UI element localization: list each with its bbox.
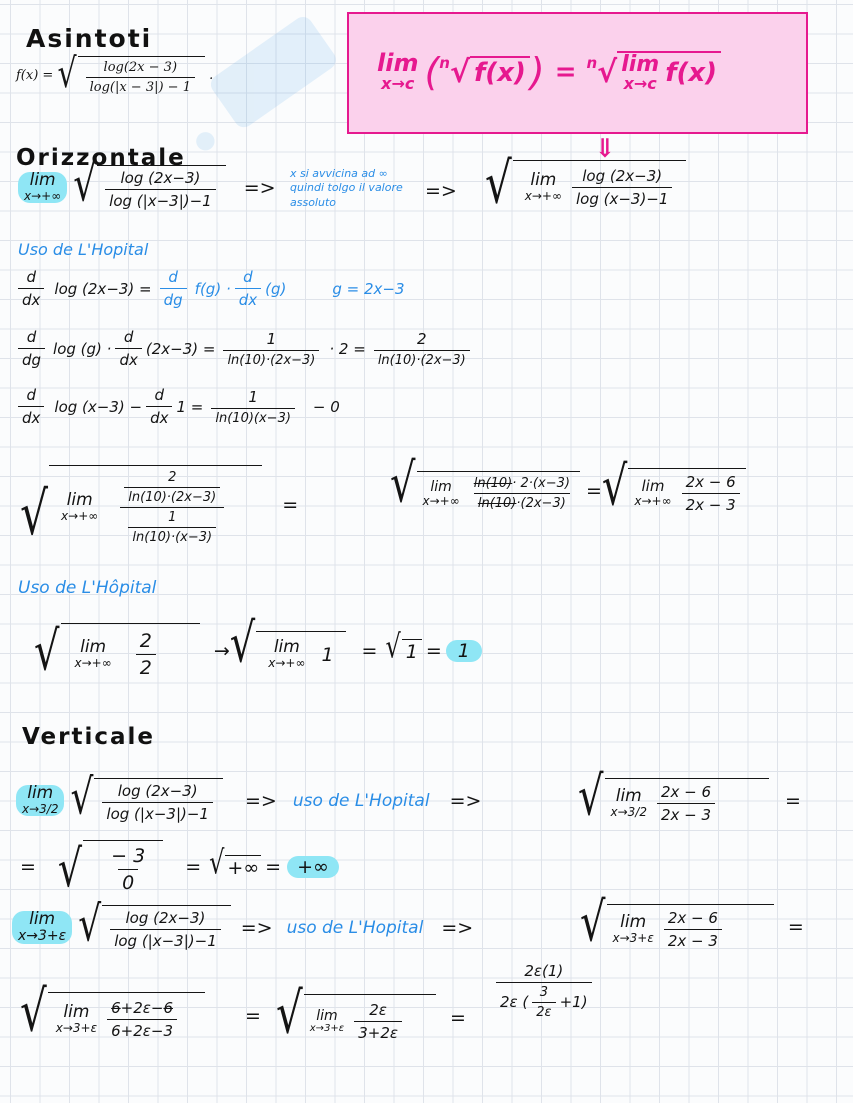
equals: = <box>787 916 804 938</box>
rule-paren-close: ) <box>529 50 545 94</box>
v-row4-second <box>276 979 466 1047</box>
frac-den: log (|x−3|)−1 <box>102 802 213 823</box>
lim <box>56 1004 97 1034</box>
rule-equals: = <box>554 57 577 87</box>
simplified-fraction <box>470 476 574 511</box>
frac-den <box>496 982 592 1020</box>
root-sign: √ <box>34 620 60 684</box>
root-sign: √ <box>390 452 416 516</box>
lim-sub: x→3+ε <box>18 928 67 945</box>
fraction <box>354 1001 402 1042</box>
frac-den: 2x − 3 <box>664 929 722 950</box>
deriv2-expr1: log (g) · <box>53 339 112 358</box>
root-radicand <box>97 165 226 210</box>
lim-word: lim <box>641 477 665 496</box>
equals: = <box>785 790 801 812</box>
root-radicand <box>256 631 345 671</box>
h-row2-lim <box>61 492 98 522</box>
term: · 2·(x−3) <box>512 476 570 491</box>
deriv1-g: (g) <box>265 279 287 298</box>
root-sign: √ <box>57 838 83 899</box>
lim <box>423 480 460 507</box>
rule-root-sign: √ <box>449 54 470 90</box>
frac-den: 2x − 3 <box>657 803 715 824</box>
frac-num: log (2x−3) <box>125 909 206 927</box>
rule-root-index: n <box>439 54 450 72</box>
frac-num <box>107 999 177 1019</box>
rule-root-index-2: n <box>586 54 598 72</box>
frac-num: 1 <box>168 510 177 525</box>
frac-num: 2ε <box>369 1001 387 1019</box>
h-row1-result-fraction <box>572 167 672 208</box>
root-sign: √ <box>385 627 401 666</box>
frac-den: dx <box>235 288 261 309</box>
rule-arg-2: f(x) <box>665 57 718 88</box>
lim-sub: x→3+ε <box>309 1022 345 1034</box>
cancelled-term: ln(10) <box>477 496 517 511</box>
lim-word: lim <box>316 1007 338 1024</box>
h-row2-final-root <box>601 455 746 519</box>
hopital-note: uso de L'Hopital <box>286 917 424 938</box>
final-fraction <box>682 473 740 514</box>
hopital-label-2: Uso de L'Hôpital <box>18 578 157 598</box>
lim <box>75 639 112 669</box>
fraction-numerator: log (2x−3) <box>582 167 663 185</box>
root-radicand: +∞ <box>227 856 260 879</box>
h-row1-fraction <box>105 169 216 210</box>
frac-den: ln(10)(x−3) <box>211 408 295 426</box>
rule-lim-sub-2: x→c <box>623 74 657 94</box>
frac-den: 2 <box>136 654 156 679</box>
section-horizontal: Orizzontale <box>16 145 186 171</box>
sqrt-inf <box>209 843 261 882</box>
v-row-4 <box>20 977 261 1045</box>
rule-box <box>347 12 808 134</box>
lim-sub: x→+∞ <box>24 189 62 204</box>
frac-num: log (2x−3) <box>117 782 198 800</box>
lim <box>611 788 647 818</box>
function-lhs: f(x) = <box>16 68 54 83</box>
v-row1-root <box>70 770 223 826</box>
equals: = <box>585 480 602 502</box>
function-denominator: log(|x − 3|) − 1 <box>86 77 195 95</box>
lim-sub: x→3/2 <box>22 802 59 817</box>
frac-num: 3 <box>539 985 549 1000</box>
v-row3-lim <box>12 911 72 944</box>
fraction <box>107 999 177 1040</box>
frac-den: dx <box>115 348 141 369</box>
derivative-line-1 <box>14 268 405 309</box>
frac-num: d <box>26 386 36 404</box>
lim <box>634 479 671 507</box>
lim <box>613 914 654 944</box>
h-row2-simplified <box>390 452 746 519</box>
h-row1-note: x si avvicina ad ∞ quindi tolgo il valore assoluto <box>290 167 403 209</box>
lim-word: lim <box>430 478 452 495</box>
frac-den: dg <box>18 348 45 369</box>
page-title: Asintoti <box>26 24 153 53</box>
complex-num <box>116 470 228 507</box>
d-dx-fraction-2 <box>235 268 261 309</box>
deriv3-one: 1 = <box>176 397 204 416</box>
lim <box>310 1009 344 1034</box>
fraction <box>664 909 722 950</box>
function-fraction <box>86 60 195 95</box>
down-arrow-icon: ⇓ <box>594 134 616 164</box>
frac-num: d <box>123 328 134 346</box>
root-sign: √ <box>70 770 94 826</box>
sqrt-one <box>385 627 421 666</box>
frac-num: 2x − 6 <box>685 473 736 491</box>
root-sign: √ <box>73 157 97 213</box>
fraction-denominator: log (|x−3|)−1 <box>105 189 216 210</box>
root-radicand <box>78 56 205 95</box>
lim-word: lim <box>29 909 56 930</box>
one: 1 <box>321 643 334 666</box>
h-row-3 <box>34 612 482 684</box>
fraction-numerator: log (2x−3) <box>120 169 201 187</box>
frac-num: 1 <box>248 387 258 406</box>
rule-lim-left <box>377 51 418 93</box>
v-row1-result-root <box>578 765 769 829</box>
v-row1-lim <box>16 785 64 815</box>
root-radicand <box>49 465 262 545</box>
frac-den: log (|x−3|)−1 <box>110 929 221 950</box>
frac-num <box>470 476 574 493</box>
rule-radicand-2 <box>617 51 721 93</box>
v-row-2 <box>20 838 339 899</box>
frac-num: 1 <box>266 329 277 348</box>
lim-word: lim <box>530 170 557 191</box>
derivative-line-3 <box>14 386 340 427</box>
frac-den <box>474 493 570 511</box>
v-row1-result <box>578 765 801 829</box>
root-radicand: 1 <box>402 639 422 663</box>
frac-num: d <box>26 328 37 346</box>
function-definition <box>16 50 214 98</box>
root-sign: √ <box>78 897 102 953</box>
rule-paren-open: ( <box>424 50 440 94</box>
d-dg-fraction <box>160 268 187 309</box>
term: +2ε− <box>120 999 164 1017</box>
lim-sub: x→+∞ <box>634 494 672 509</box>
section-vertical: Verticale <box>22 724 155 750</box>
deriv2-frac2 <box>374 330 470 368</box>
h-row-2 <box>20 465 299 550</box>
frac-num: 2 <box>168 470 177 485</box>
root-sign: √ <box>580 891 606 955</box>
v-row-3 <box>12 897 474 953</box>
root-radicand <box>94 778 223 823</box>
fraction <box>110 909 221 950</box>
frac-num: d <box>154 386 165 404</box>
implies-arrow-2: => <box>449 789 482 812</box>
lim-word: lim <box>27 783 54 804</box>
deriv3-tail: − 0 <box>312 397 340 416</box>
deriv2-frac1 <box>223 330 319 368</box>
frac-num: 2ε(1) <box>524 962 564 980</box>
fraction <box>102 782 213 823</box>
implies-arrow-2: => <box>425 180 457 202</box>
root-radicand <box>628 468 745 514</box>
function-numerator: log(2x − 3) <box>103 60 178 75</box>
root-radicand <box>102 905 231 950</box>
frac-den: dg <box>160 288 187 309</box>
frac-den: 6+2ε−3 <box>107 1019 177 1040</box>
term: ·(2x−3) <box>516 496 566 511</box>
d-dg-fraction <box>18 328 45 369</box>
frac-num: 2x − 6 <box>667 909 718 927</box>
watermark-shape <box>207 13 340 131</box>
deriv1-expr: log (2x−3) = <box>54 279 152 298</box>
rule-root-sign-2: √ <box>597 54 618 90</box>
deriv1-fg: f(g) · <box>194 279 231 298</box>
lim-word: lim <box>29 170 56 191</box>
frac-den: ln(10)·(2x−3) <box>374 350 470 368</box>
h-row1-lim <box>18 172 67 202</box>
lim-word: lim <box>615 786 642 807</box>
d-dx-fraction <box>18 268 44 309</box>
fraction <box>657 783 715 824</box>
frac-den: 0 <box>118 869 138 894</box>
equals: = <box>361 640 378 662</box>
watermark-mark: • <box>175 109 238 178</box>
lim-sub: x→+∞ <box>422 493 460 508</box>
frac-den: 3+2ε <box>354 1021 402 1042</box>
implies-arrow: => <box>240 916 273 939</box>
lim-sub: x→+∞ <box>61 509 99 524</box>
v-row4-root-2 <box>276 979 436 1047</box>
deriv2-expr2: (2x−3) = <box>145 339 216 358</box>
root-sign: √ <box>276 979 303 1047</box>
hopital-note: uso de L'Hopital <box>292 790 430 811</box>
lim-sub: x→3+ε <box>612 931 654 946</box>
root-sign: √ <box>57 50 77 98</box>
v-row3-result-root <box>580 891 774 955</box>
equals: = <box>245 1005 261 1027</box>
d-dx-fraction <box>18 386 44 427</box>
d-dx-fraction <box>115 328 141 369</box>
lim-word: lim <box>80 637 107 658</box>
function-end: . <box>209 68 214 83</box>
result-highlight: +∞ <box>287 856 339 878</box>
frac-num: 2x − 6 <box>660 783 712 801</box>
fraction <box>107 845 149 894</box>
rule-formula <box>377 50 721 94</box>
h-row2-root <box>20 465 262 550</box>
lim-sub: x→3/2 <box>610 805 647 820</box>
rule-lim-right <box>621 53 659 93</box>
root-radicand <box>61 623 200 679</box>
frac-num: − 3 <box>111 845 146 867</box>
lim-sub: x→+∞ <box>268 656 306 671</box>
frac-den: dx <box>18 406 44 427</box>
v-row3-result <box>580 891 804 955</box>
root-sign: √ <box>20 480 49 550</box>
result-highlight: 1 <box>446 640 482 662</box>
root-sign: √ <box>20 977 47 1045</box>
root-radicand <box>417 471 580 511</box>
root-radicand <box>607 904 774 950</box>
h-row3-root <box>34 620 200 684</box>
frac-den: dx <box>18 288 44 309</box>
lim-word: lim <box>66 490 93 511</box>
equals: = <box>20 856 36 878</box>
frac-den: dx <box>146 406 172 427</box>
den-part: 2ε ( <box>500 993 529 1011</box>
cancelled-term: 6 <box>163 999 173 1017</box>
rule-lim-word-2: lim <box>621 52 660 78</box>
lower-fraction <box>128 510 216 545</box>
v-row3-root <box>78 897 231 953</box>
h-row3-root-2 <box>229 612 346 676</box>
den-part: +1) <box>559 993 588 1011</box>
lim-word: lim <box>63 1002 90 1023</box>
implies-arrow: => <box>244 789 277 812</box>
complex-den <box>120 507 224 545</box>
cancelled-term: ln(10) <box>473 476 513 491</box>
fraction-denominator: log (x−3)−1 <box>572 187 672 208</box>
implies-arrow-2: => <box>441 916 474 939</box>
deriv2-times: · 2 = <box>329 339 366 358</box>
equals: = <box>185 856 202 878</box>
root-sign: √ <box>209 843 225 882</box>
frac-den: 2ε <box>532 1002 555 1020</box>
frac-den: ln(10)·(x−3) <box>128 527 216 545</box>
v-row-1 <box>16 770 482 826</box>
equals: = <box>265 856 282 878</box>
frac-den: ln(10)·(2x−3) <box>223 350 319 368</box>
deriv1-gdef: g = 2x−3 <box>332 279 405 298</box>
lim-sub: x→+∞ <box>524 189 562 204</box>
root-radicand <box>605 778 770 824</box>
upper-fraction <box>124 470 220 505</box>
root-sign: √ <box>578 765 604 829</box>
rule-arg: f(x) <box>470 56 530 88</box>
derivative-line-2 <box>14 328 474 369</box>
equals: = <box>425 640 442 662</box>
h-row1-root <box>73 157 226 213</box>
root-radicand <box>48 992 205 1040</box>
equals: = <box>449 1007 466 1029</box>
v-row4-root <box>20 977 205 1045</box>
h-row1-result <box>485 149 686 217</box>
v-row4-tail <box>492 962 596 1020</box>
root-radicand <box>304 994 436 1042</box>
lim-sub: x→3+ε <box>55 1021 98 1036</box>
equals: = <box>282 494 299 516</box>
d-dx-fraction-2 <box>146 386 172 427</box>
frac-den: 2x − 3 <box>682 493 740 514</box>
h-row1-result-root <box>485 149 686 217</box>
root-radicand <box>513 160 687 212</box>
two-over-two <box>136 630 156 679</box>
root-sign: √ <box>229 612 256 676</box>
rule-lim-word: lim <box>377 49 419 77</box>
frac-num: 2 <box>417 329 427 348</box>
root-sign: √ <box>485 149 512 217</box>
hopital-label-1: Uso de L'Hopital <box>18 240 149 259</box>
deriv3-expr: log (x−3) − <box>54 397 143 416</box>
frac-num: 2 <box>139 630 152 652</box>
deriv3-frac <box>211 388 295 426</box>
h-row2-simplified-root <box>390 452 580 516</box>
frac-den: ln(10)·(2x−3) <box>124 487 220 505</box>
root-radicand <box>83 840 163 894</box>
lim <box>268 639 305 669</box>
h-row2-complex-fraction <box>116 470 228 545</box>
inner-fraction <box>532 985 555 1020</box>
lim-word: lim <box>273 637 300 658</box>
v-row2-root <box>57 838 163 899</box>
arrow: → <box>213 640 230 662</box>
h-row1-result-lim <box>525 172 562 202</box>
frac-num: d <box>26 268 36 286</box>
root-sign: √ <box>601 455 628 519</box>
lim-sub: x→+∞ <box>74 656 112 671</box>
frac-num: d <box>168 268 178 286</box>
rule-lim-sub: x→c <box>381 74 415 94</box>
function-root <box>57 50 205 98</box>
fraction <box>496 962 592 1020</box>
lim-word: lim <box>620 912 647 933</box>
cancelled-term: 6 <box>111 999 121 1017</box>
implies-arrow: => <box>243 176 276 199</box>
frac-num: d <box>243 268 253 286</box>
